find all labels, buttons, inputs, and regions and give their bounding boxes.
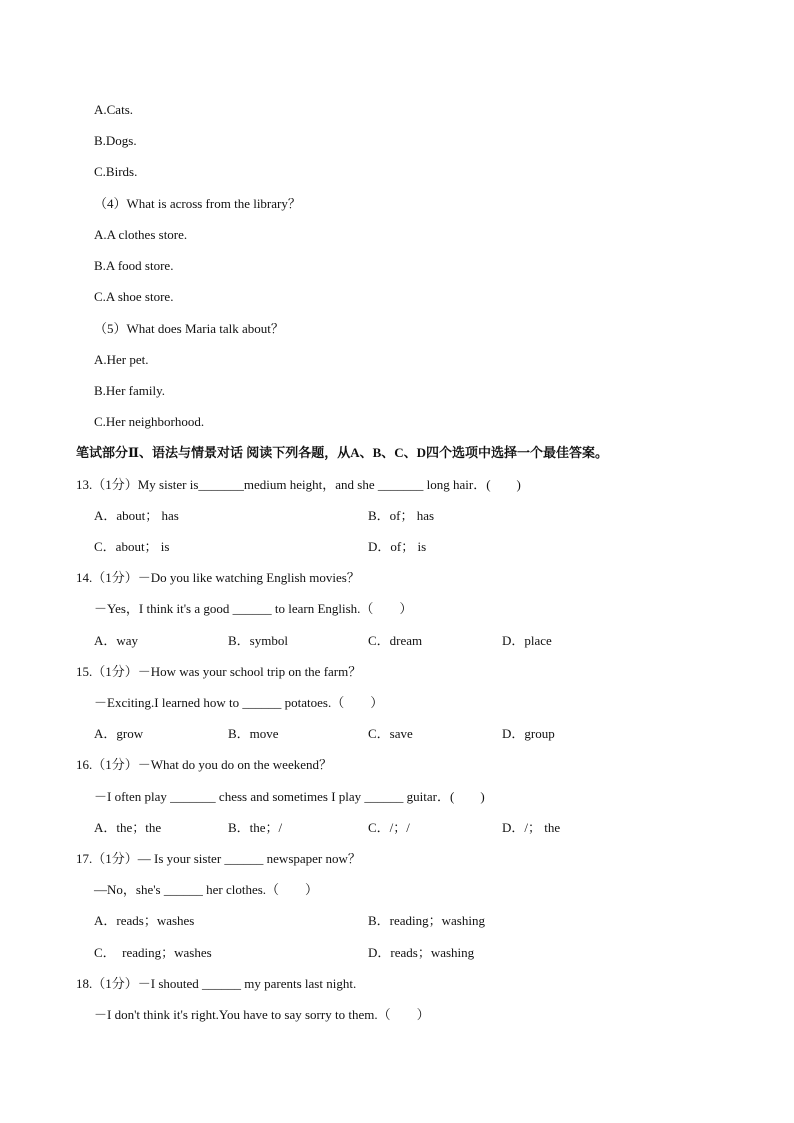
q13-option-a: A．about； has [94, 508, 179, 523]
q14-option-d: D．place [502, 633, 552, 648]
q13-option-c: C．about； is [94, 539, 170, 554]
q4-option-b: B.A food store. [94, 258, 174, 273]
q13-option-d: D．of； is [368, 539, 427, 554]
q15-line2: －Exciting.I learned how to ______ potatoes.（ ） [94, 695, 384, 710]
q4-option-a: A.A clothes store. [94, 227, 188, 242]
q5-option-b: B.Her family. [94, 383, 165, 398]
q14-option-c: C．dream [368, 633, 423, 648]
q5-option-a: A.Her pet. [94, 352, 149, 367]
q4-option-c: C.A shoe store. [94, 289, 174, 304]
q3-option-a: A.Cats. [94, 102, 133, 117]
q13-option-b: B．of； has [368, 508, 435, 523]
q14-line2: －Yes，I think it's a good ______ to learn English.（ ） [94, 601, 413, 616]
q15-option-b: B．move [228, 726, 279, 741]
q14-option-a: A．way [94, 633, 139, 648]
q14-option-b: B．symbol [228, 633, 288, 648]
q3-option-b: B.Dogs. [94, 133, 137, 148]
q17-option-d: D．reads；washing [368, 945, 475, 960]
q16-option-b: B．the；/ [228, 820, 283, 835]
q17-option-a: A．reads；washes [94, 913, 195, 928]
q17-line2: —No，she's ______ her clothes.（ ） [94, 882, 319, 897]
q18-stem: 18.（1分）－I shouted ______ my parents last night. [76, 976, 357, 991]
q18-line2: －I don't think it's right.You have to say sorry to them.（ ） [94, 1007, 430, 1022]
q15-option-a: A．grow [94, 726, 144, 741]
q15-option-c: C．save [368, 726, 413, 741]
q5-option-c: C.Her neighborhood. [94, 414, 205, 429]
q14-stem: 14.（1分）－Do you like watching English movies？ [76, 570, 360, 585]
q13-stem: 13.（1分）My sister is_______medium height，and she _______ long hair．( ) [76, 477, 521, 492]
q3-option-c: C.Birds. [94, 164, 138, 179]
q5-stem: （5）What does Maria talk about？ [94, 321, 284, 336]
section-heading: 笔试部分Ⅱ、语法与情景对话 阅读下列各题，从A、B、C、D四个选项中选择一个最佳答案。 [76, 445, 609, 460]
q17-option-b: B．reading；washing [368, 913, 485, 928]
q16-option-d: D．/； the [502, 820, 561, 835]
q16-stem: 16.（1分）－What do you do on the weekend？ [76, 757, 332, 772]
q16-line2: －I often play _______ chess and sometimes I play ______ guitar．( ) [94, 789, 485, 804]
q16-option-c: C．/；/ [368, 820, 410, 835]
q17-option-c: C． reading；washes [94, 945, 212, 960]
q15-stem: 15.（1分）－How was your school trip on the farm？ [76, 664, 362, 679]
q4-stem: （4）What is across from the library？ [94, 196, 301, 211]
q17-stem: 17.（1分）— Is your sister ______ newspaper now？ [76, 851, 361, 866]
q16-option-a: A．the；the [94, 820, 162, 835]
q15-option-d: D．group [502, 726, 555, 741]
